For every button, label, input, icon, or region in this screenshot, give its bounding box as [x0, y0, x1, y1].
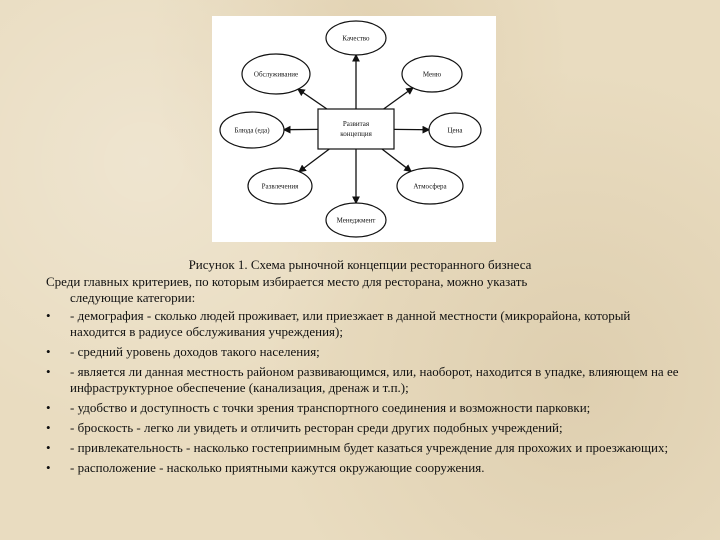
node-label-price: Цена	[447, 126, 463, 135]
criteria-text: - средний уровень доходов такого населения;	[70, 344, 320, 359]
bullet-icon: •	[46, 440, 51, 455]
criteria-item	[46, 344, 686, 360]
arrow-to-atmosphere	[382, 149, 411, 171]
criteria-text: - удобство и доступность с точки зрения транспортного соединения и возможности парковки;	[70, 400, 591, 415]
criteria-item	[46, 364, 686, 396]
node-quality	[326, 21, 386, 55]
node-service	[242, 54, 310, 94]
node-price	[429, 113, 481, 147]
intro-line-2: следующие категории:	[70, 290, 196, 305]
bullet-icon: •	[46, 460, 51, 475]
criteria-text: - является ли данная местность районом развивающимся, или, наоборот, находится в упадке, влияющем на ее инфраструктурное обеспечение (канализация, дренаж и т.п.);	[70, 364, 679, 395]
body-text	[46, 274, 686, 480]
criteria-text: - расположение - насколько приятными кажутся окружающие сооружения.	[70, 460, 485, 475]
bullet-icon: •	[46, 400, 51, 415]
node-entertainment	[248, 168, 312, 204]
node-label-menu: Меню	[422, 70, 442, 79]
diagram-center	[318, 109, 394, 149]
node-label-entertainment: Развлечения	[261, 182, 299, 191]
concept-diagram	[212, 16, 496, 242]
node-label-management: Менеджмент	[336, 216, 376, 225]
criteria-text: - броскость - легко ли увидеть и отличить ресторан среди других подобных учреждений;	[70, 420, 563, 435]
node-label-atmosphere: Атмосфера	[413, 182, 447, 191]
center-label-line2: концепция	[340, 130, 372, 138]
node-menu	[402, 56, 462, 92]
concept-diagram-svg	[212, 16, 496, 242]
node-label-food: Блюда (еда)	[234, 126, 270, 135]
criteria-item	[46, 440, 686, 456]
bullet-icon: •	[46, 420, 51, 435]
criteria-item	[46, 420, 686, 436]
bullet-icon: •	[46, 308, 51, 323]
node-atmosphere	[397, 168, 463, 204]
criteria-item	[46, 400, 686, 416]
center-box	[318, 109, 394, 149]
node-management	[326, 203, 386, 237]
arrow-to-menu	[384, 88, 413, 109]
criteria-item	[46, 308, 686, 340]
criteria-list	[46, 308, 686, 476]
intro-line-1: Среди главных критериев, по которым избирается место для ресторана, можно указать	[46, 274, 528, 289]
node-label-quality: Качество	[342, 34, 370, 43]
criteria-item	[46, 460, 686, 476]
center-label-line1: Развитая	[342, 120, 370, 128]
node-food	[220, 112, 284, 148]
arrow-to-service	[298, 89, 327, 109]
bullet-icon: •	[46, 344, 51, 359]
criteria-text: - привлекательность - насколько гостеприимным будет казаться учреждение для прохожих и проезжающих;	[70, 440, 669, 455]
figure-caption: Рисунок 1. Схема рыночной концепции ресторанного бизнеса	[188, 257, 532, 272]
arrow-to-entertainment	[299, 149, 329, 172]
criteria-text: - демография - сколько людей проживает, или приезжает в данной местности (микрорайона, который находится в радиусе обслуживания учреждения);	[70, 308, 631, 339]
intro-paragraph	[46, 274, 686, 306]
bullet-icon: •	[46, 364, 51, 379]
node-label-service: Обслуживание	[253, 70, 299, 79]
